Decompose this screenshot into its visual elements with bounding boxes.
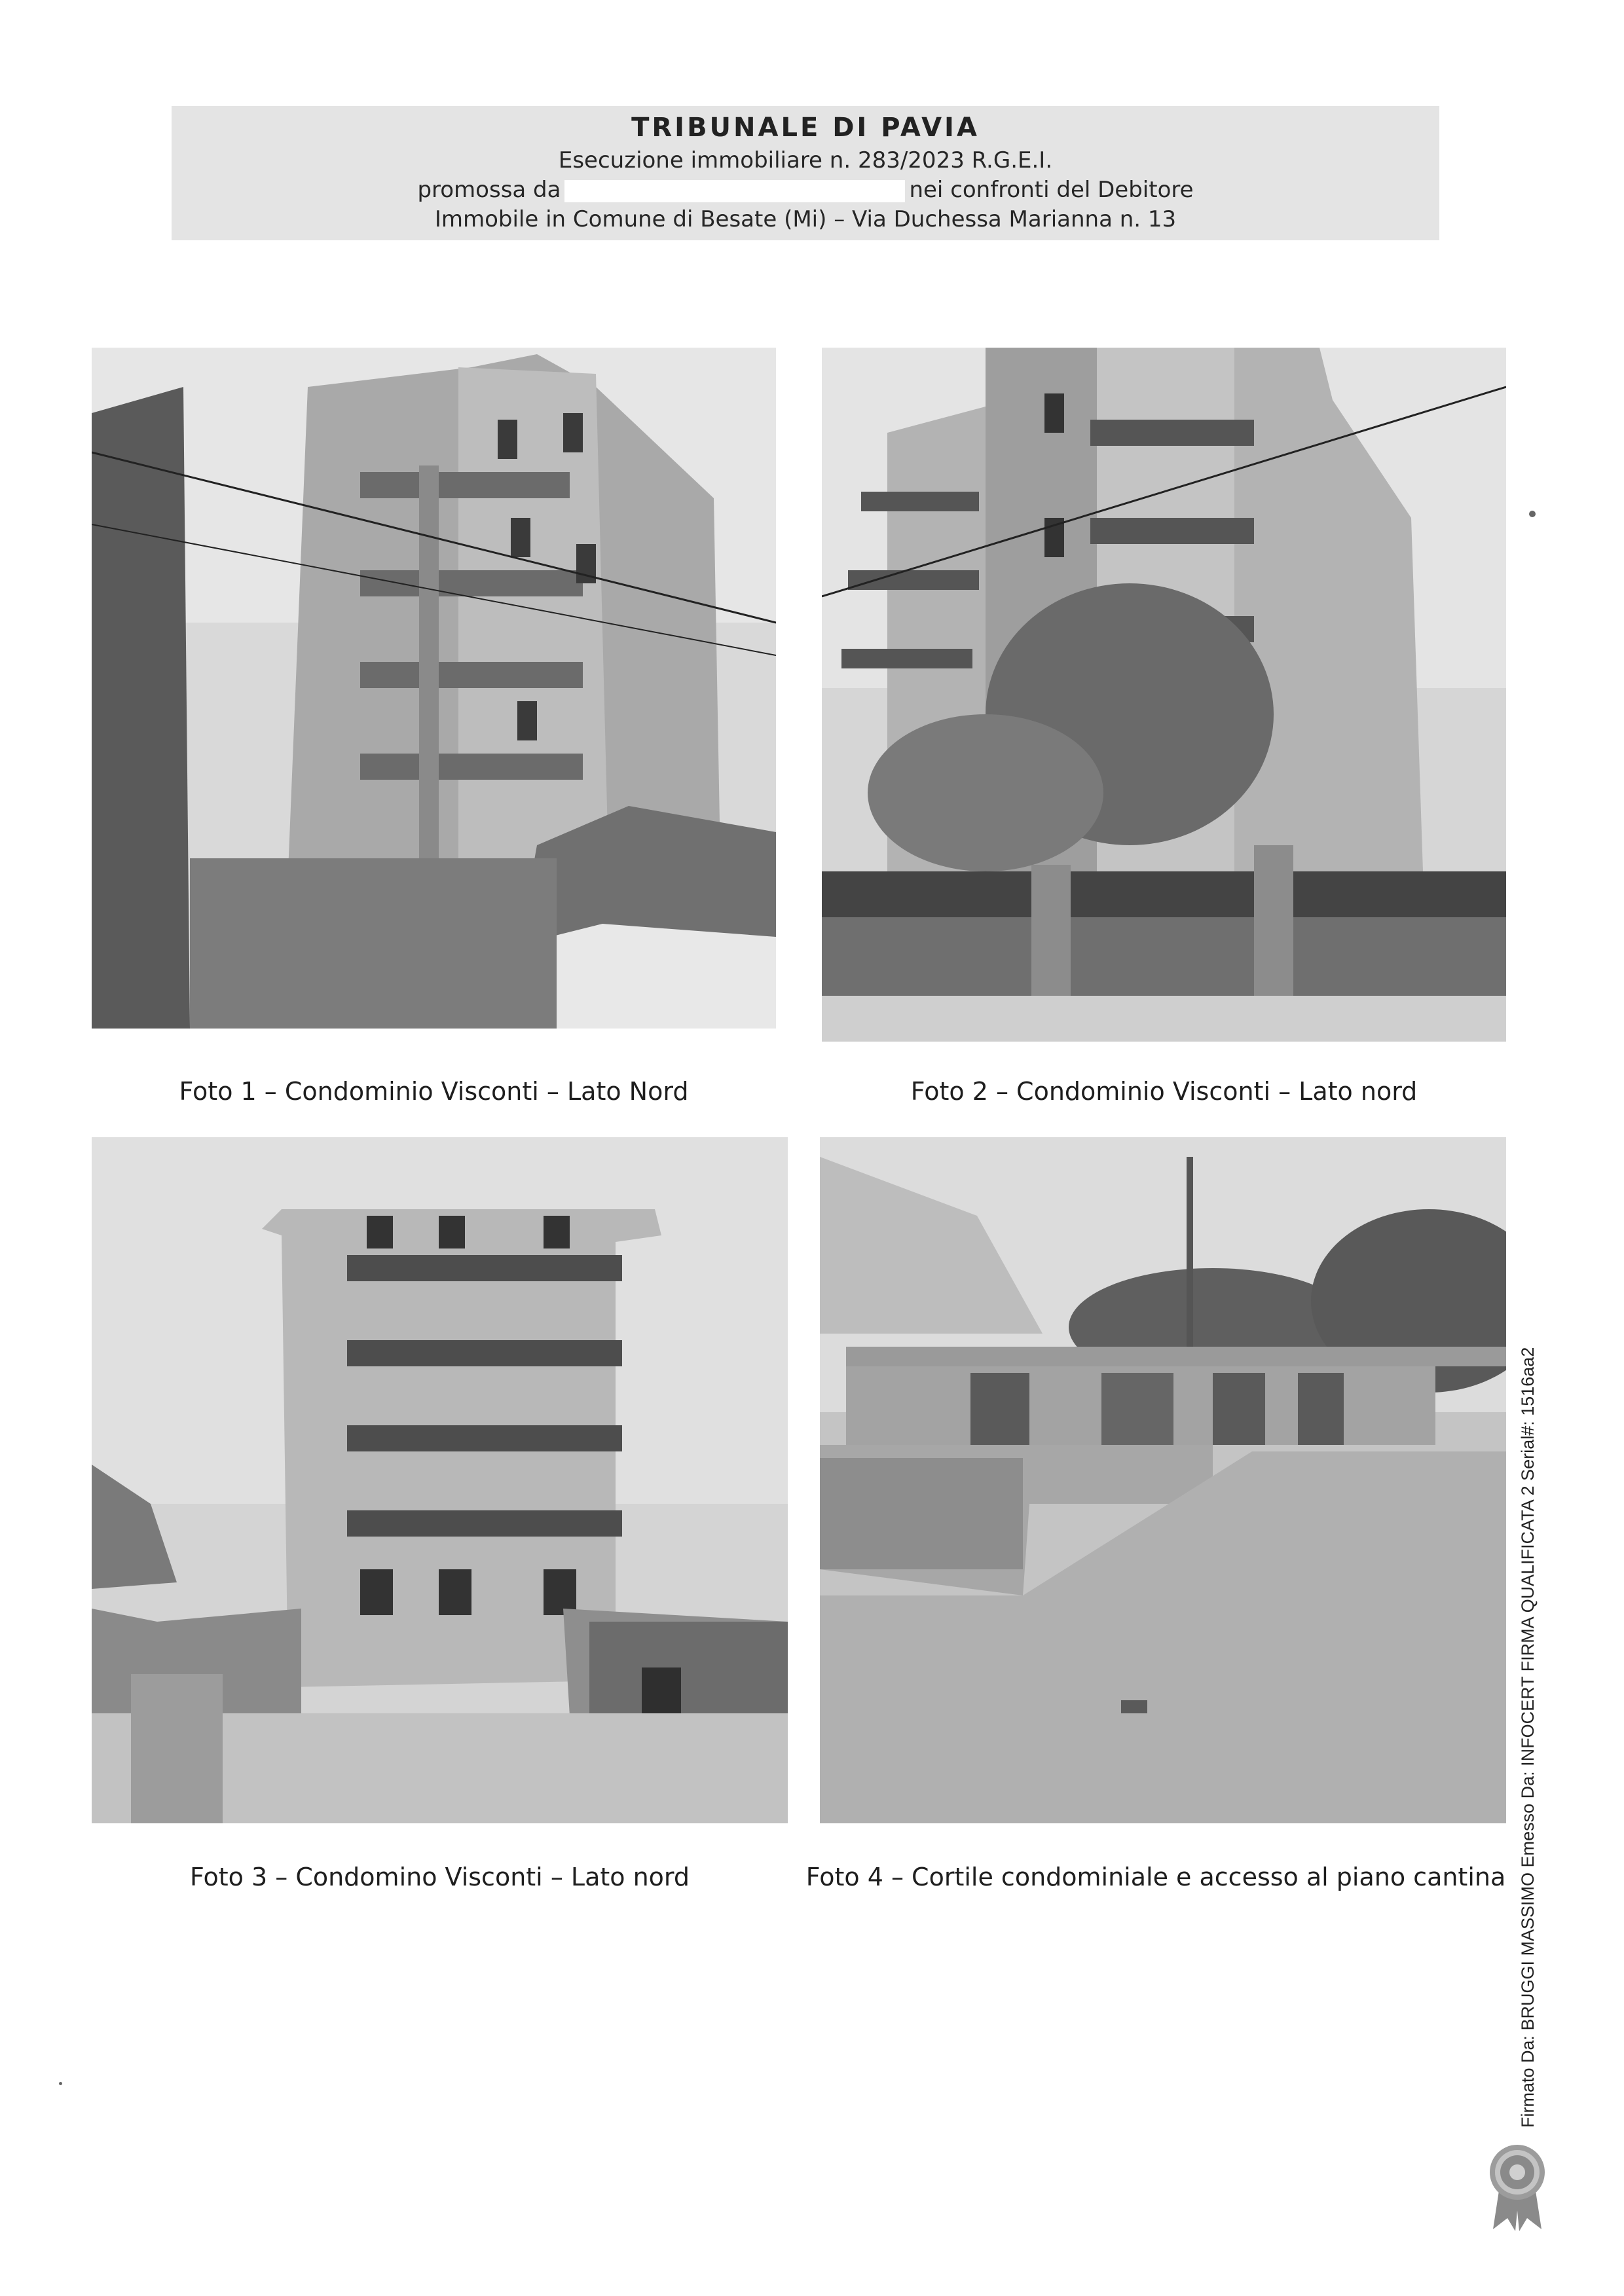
signature-seal-icon bbox=[1481, 2141, 1553, 2232]
photo-2 bbox=[822, 348, 1506, 1042]
promoted-by-label: promossa da bbox=[417, 177, 561, 203]
scan-speck bbox=[1529, 511, 1536, 517]
property-address: Immobile in Comune di Besate (Mi) – Via Duchessa Marianna n. 13 bbox=[434, 206, 1177, 232]
photo-1-caption: Foto 1 – Condominio Visconti – Lato Nord bbox=[179, 1077, 689, 1106]
parties-line bbox=[172, 177, 1439, 203]
photo-4 bbox=[820, 1137, 1506, 1823]
photo-3 bbox=[92, 1137, 788, 1823]
procedure-number: Esecuzione immobiliare n. 283/2023 R.G.E.I. bbox=[558, 147, 1053, 173]
redacted-creditor bbox=[564, 180, 905, 202]
photo-4-caption: Foto 4 – Cortile condominiale e accesso al piano cantina bbox=[805, 1863, 1506, 1891]
court-title: TRIBUNALE DI PAVIA bbox=[631, 113, 980, 143]
photo-1 bbox=[92, 348, 776, 1029]
photo-3-caption: Foto 3 – Condomino Visconti – Lato nord bbox=[190, 1863, 690, 1891]
document-header bbox=[172, 106, 1439, 240]
debtor-label: nei confronti del Debitore bbox=[909, 177, 1194, 203]
photo-2-caption: Foto 2 – Condominio Visconti – Lato nord bbox=[910, 1077, 1418, 1106]
scan-speck bbox=[59, 2082, 62, 2085]
digital-signature-text: Firmato Da: BRUGGI MASSIMO Emesso Da: INFOCERT FIRMA QUALIFICATA 2 Serial#: 1516aa2 bbox=[1518, 1347, 1538, 2128]
